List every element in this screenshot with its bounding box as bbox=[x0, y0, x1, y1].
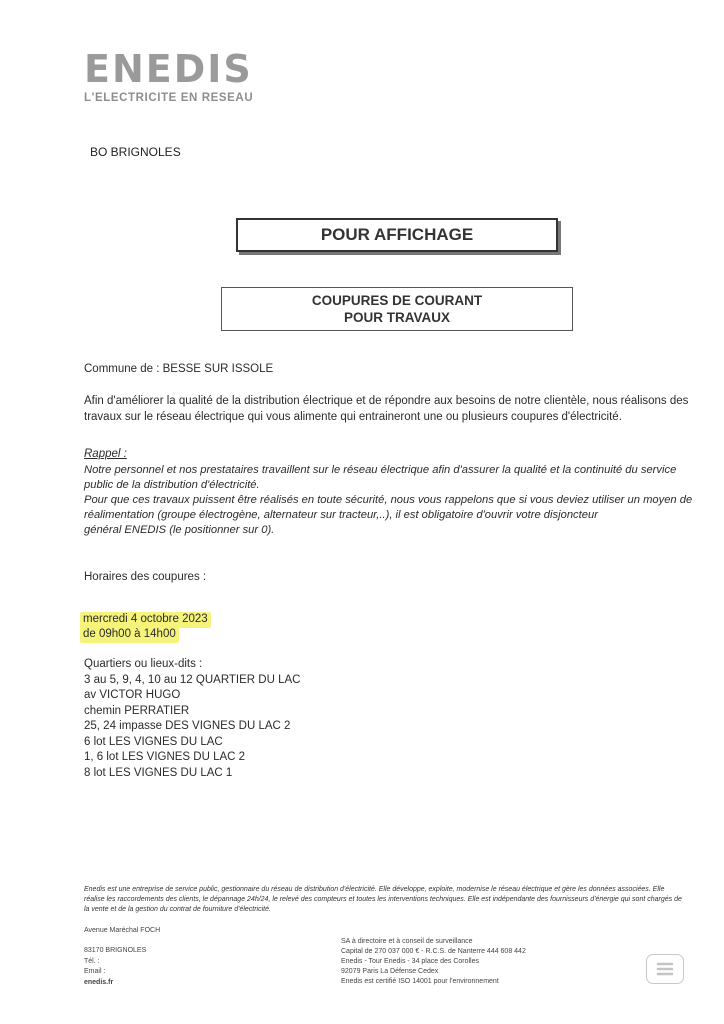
rappel-paragraph-3: général ENEDIS (le positionner sur 0). bbox=[84, 524, 275, 536]
list-item: 3 au 5, 9, 4, 10 au 12 QUARTIER DU LAC bbox=[84, 673, 301, 686]
list-item: 25, 24 impasse DES VIGNES DU LAC 2 bbox=[84, 720, 291, 732]
corporate-info bbox=[341, 937, 526, 987]
email-label: Email : bbox=[84, 968, 106, 975]
enedis-mark-glyph-icon bbox=[654, 960, 676, 978]
title-box bbox=[236, 218, 558, 252]
list-item: 8 lot LES VIGNES DU LAC 1 bbox=[84, 766, 233, 779]
outage-hours-text: de 09h00 à 14h00 bbox=[80, 627, 179, 643]
address-street: Avenue Maréchal FOCH bbox=[84, 927, 161, 934]
rappel-paragraph-1: Notre personnel et nos prestataires travaillent sur le réseau électrique afin d'assurer la qualité et la continuité du service public de la distribution d'électricité. bbox=[84, 464, 677, 491]
commune: Commune de : BESSE SUR ISSOLE bbox=[84, 363, 274, 375]
office-name: BO BRIGNOLES bbox=[90, 145, 181, 159]
enedis-logo: ENEDIS bbox=[84, 47, 253, 91]
list-item: chemin PERRATIER bbox=[84, 704, 190, 717]
corp-line: Capital de 270 037 000 € - R.C.S. de Nanterre 444 608 442 bbox=[341, 948, 526, 955]
outage-date-text: mercredi 4 octobre 2023 bbox=[80, 612, 211, 628]
rappel-paragraph-2: Pour que ces travaux puissent être réalisés en toute sécurité, nous vous rappelons que si vous deviez utiliser un moyen de réalimentation (groupe électrogène, alternateur sur tracteur,..), il est obligatoire d'ouvrir votre disjoncteur bbox=[84, 494, 693, 521]
enedis-mark-icon bbox=[646, 954, 684, 984]
website-link[interactable]: enedis.fr bbox=[84, 978, 114, 986]
quartiers-label: Quartiers ou lieux-dits : bbox=[84, 658, 203, 670]
logo-tagline: L'ELECTRICITE EN RESEAU bbox=[84, 92, 254, 104]
list-item: av VICTOR HUGO bbox=[84, 689, 181, 701]
list-item: 1, 6 lot LES VIGNES DU LAC 2 bbox=[84, 751, 246, 763]
tel-label: Tél. : bbox=[84, 957, 100, 965]
outage-hours bbox=[80, 627, 179, 643]
corp-line: 92079 Paris La Défense Cedex bbox=[341, 968, 439, 975]
quartiers-list bbox=[84, 657, 300, 781]
horaires-label: Horaires des coupures : bbox=[84, 571, 207, 583]
rappel-heading: Rappel : bbox=[84, 448, 127, 460]
subtitle-line-1: COUPURES DE COURANT bbox=[311, 293, 483, 308]
corp-line: Enedis - Tour Enedis - 34 place des Corolles bbox=[341, 958, 480, 965]
rappel-text bbox=[84, 463, 704, 538]
subtitle-box bbox=[221, 287, 573, 331]
outage-date bbox=[80, 612, 211, 628]
corp-line: Enedis est certifié ISO 14001 pour l'environnement bbox=[341, 978, 499, 985]
subtitle-line-2: POUR TRAVAUX bbox=[343, 310, 450, 325]
address-block bbox=[84, 946, 146, 988]
title-text: POUR AFFICHAGE bbox=[320, 225, 474, 244]
intro-paragraph: Afin d'améliorer la qualité de la distribution électrique et de répondre aux besoins de notre clientèle, nous réalisons des travaux sur le réseau électrique qui vous alimente qui entraineront une ou plusieurs coupures d'électricité. bbox=[84, 395, 689, 423]
legal-notice: Enedis est une entreprise de service public, gestionnaire du réseau de distribution d'électricité. Elle développe, exploite, modernise le réseau électrique et gère les données associées. Elle réalise les raccordements des clients, le dépannage 24h/24, le relevé des compteurs et toutes les interventions techniques. Elle est indépendante des fournisseurs d'énergie qui sont chargés de la vente et de la gestion du contrat de fourniture d'électricité. bbox=[84, 886, 682, 913]
list-item: 6 lot LES VIGNES DU LAC bbox=[84, 735, 223, 748]
corp-line: SA à directoire et à conseil de surveillance bbox=[341, 938, 473, 945]
address-city: 83170 BRIGNOLES bbox=[84, 947, 147, 954]
